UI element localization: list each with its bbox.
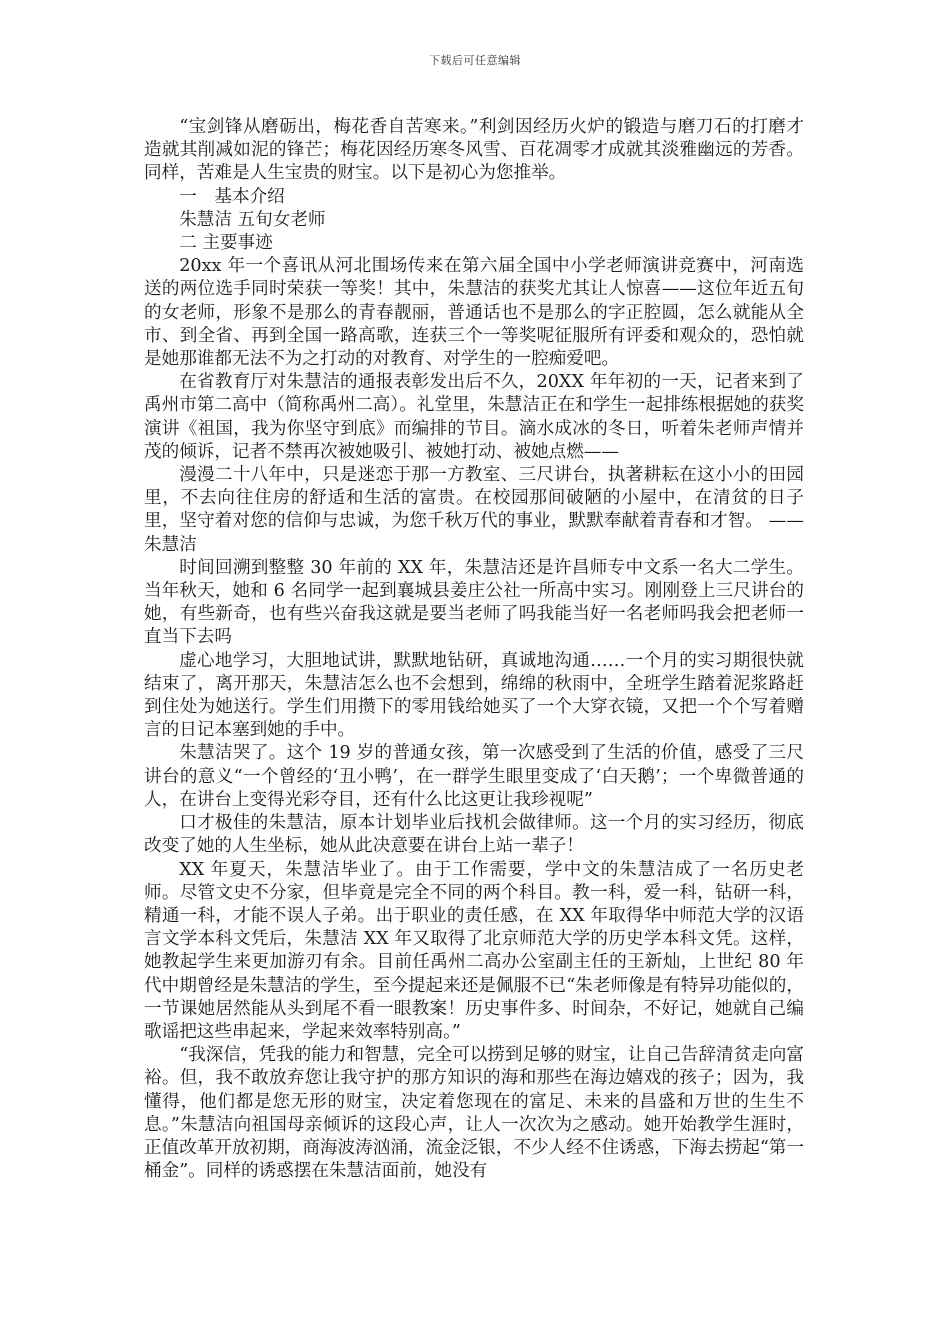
body-paragraph: 在省教育厅对朱慧洁的通报表彰发出后不久，20XX 年年初的一天，记者来到了禹州市第二高中（简称禹州二高）。礼堂里，朱慧洁正在和学生一起排练根据她的获奖演讲《祖国，我为你坚守到底》而编排的节目。滴水成冰的冬日，听着朱老师声情并茂的倾诉，记者不禁再次被她吸引、被她打动、被她点燃——: [144, 372, 804, 462]
page-header: 下载后可任意编辑: [429, 54, 521, 67]
quote-paragraph: 漫漫二十八年中，只是迷恋于那一方教室、三尺讲台，执著耕耘在这小小的田园里，不去向往住房的舒适和生活的富贵。在校园那间破陋的小屋中，在清贫的日子里，坚守着对您的信仰与忠诚，为您千秋万代的事业，默默奉献着青春和才智。 ——朱慧洁: [144, 465, 804, 555]
section-heading-main-deeds: 二 主要事迹: [179, 233, 273, 254]
intro-paragraph: “宝剑锋从磨砺出，梅花香自苦寒来。”利剑因经历火炉的锻造与磨刀石的打磨才造就其削减如泥的锋芒；梅花因经历寒冬风雪、百花凋零才成就其淡雅幽远的芳香。同样，苦难是人生宝贵的财宝。以下是初心为您推举。: [144, 117, 804, 184]
body-paragraph: 朱慧洁哭了。这个 19 岁的普通女孩，第一次感受到了生活的价值，感受了三尺讲台的意义“一个曾经的‘丑小鸭’，在一群学生眼里变成了‘白天鹅’；一个卑微普通的人，在讲台上变得光彩夺目，还有什么比这更让我珍视呢”: [144, 743, 804, 810]
body-paragraph: 虚心地学习，大胆地试讲，默默地钻研，真诚地沟通……一个月的实习期很快就结束了，离开那天，朱慧洁怎么也不会想到，绵绵的秋雨中，全班学生踏着泥浆路赶到住处为她送行。学生们用攒下的零用钱给她买了一个大穿衣镜，又把一个个写着赠言的日记本塞到她的手中。: [144, 650, 804, 741]
body-paragraph: XX 年夏天，朱慧洁毕业了。由于工作需要，学中文的朱慧洁成了一名历史老师。尽管文史不分家，但毕竟是完全不同的两个科目。教一科，爱一科，钻研一科，精通一科，才能不误人子弟。出于职业的责任感，在 XX 年取得华中师范大学的汉语言文学本科文凭后，朱慧洁 XX 年又取得了北京师范大学的历史学本科文凭。这样，她教起学生来更加游刃有余。目前任禹州二高办公室副主任的王新灿，上世纪 80 年代中期曾经是朱慧洁的学生，至今提起来还是佩服不已“朱老师像是有特异功能似的，一节课她居然能从头到尾不看一眼教案！历史事件多、时间杂，不好记，她就自己编歌谣把这些串起来，学起来效率特别高。”: [144, 859, 804, 1042]
section-heading-basic-intro: 一 基本介绍: [179, 186, 285, 207]
body-paragraph: 时间回溯到整整 30 年前的 XX 年，朱慧洁还是许昌师专中文系一名大二学生。当年秋天，她和 6 名同学一起到襄城县姜庄公社一所高中实习。刚刚登上三尺讲台的她，有些新奇，也有些兴奋我这就是要当老师了吗我能当好一名老师吗我会把老师一直当下去吗: [144, 557, 804, 648]
body-paragraph: “我深信，凭我的能力和智慧，完全可以捞到足够的财宝，让自己告辞清贫走向富裕。但，我不敢放弃您让我守护的那方知识的海和那些在海边嬉戏的孩子；因为，我懂得，他们都是您无形的财宝，决定着您现在的富足、未来的昌盛和万世的生生不息。”朱慧洁向祖国母亲倾诉的这段心声，让人一次次为之感动。她开始教学生涯时，正值改革开放初期，商海波涛汹涌，流金泛银，不少人经不住诱惑，下海去捞起“第一桶金”。同样的诱惑摆在朱慧洁面前，她没有: [144, 1045, 804, 1182]
document-body: [144, 116, 804, 1183]
body-paragraph: 20xx 年一个喜讯从河北围场传来在第六届全国中小学老师演讲竞赛中，河南选送的两位选手同时荣获一等奖！其中，朱慧洁的获奖尤其让人惊喜——这位年近五旬的女老师，形象不是那么的青春靓丽，普通话也不是那么的字正腔圆，怎么就能从全市、到全省、再到全国一路高歌，连获三个一等奖呢征服所有评委和观众的，恐怕就是她那谁都无法不为之打动的对教育、对学生的一腔痴爱吧。: [144, 256, 804, 370]
body-paragraph: 口才极佳的朱慧洁，原本计划毕业后找机会做律师。这一个月的实习经历，彻底改变了她的人生坐标，她从此决意要在讲台上站一辈子！: [144, 813, 804, 857]
subject-name-line: 朱慧洁 五旬女老师: [179, 209, 326, 230]
